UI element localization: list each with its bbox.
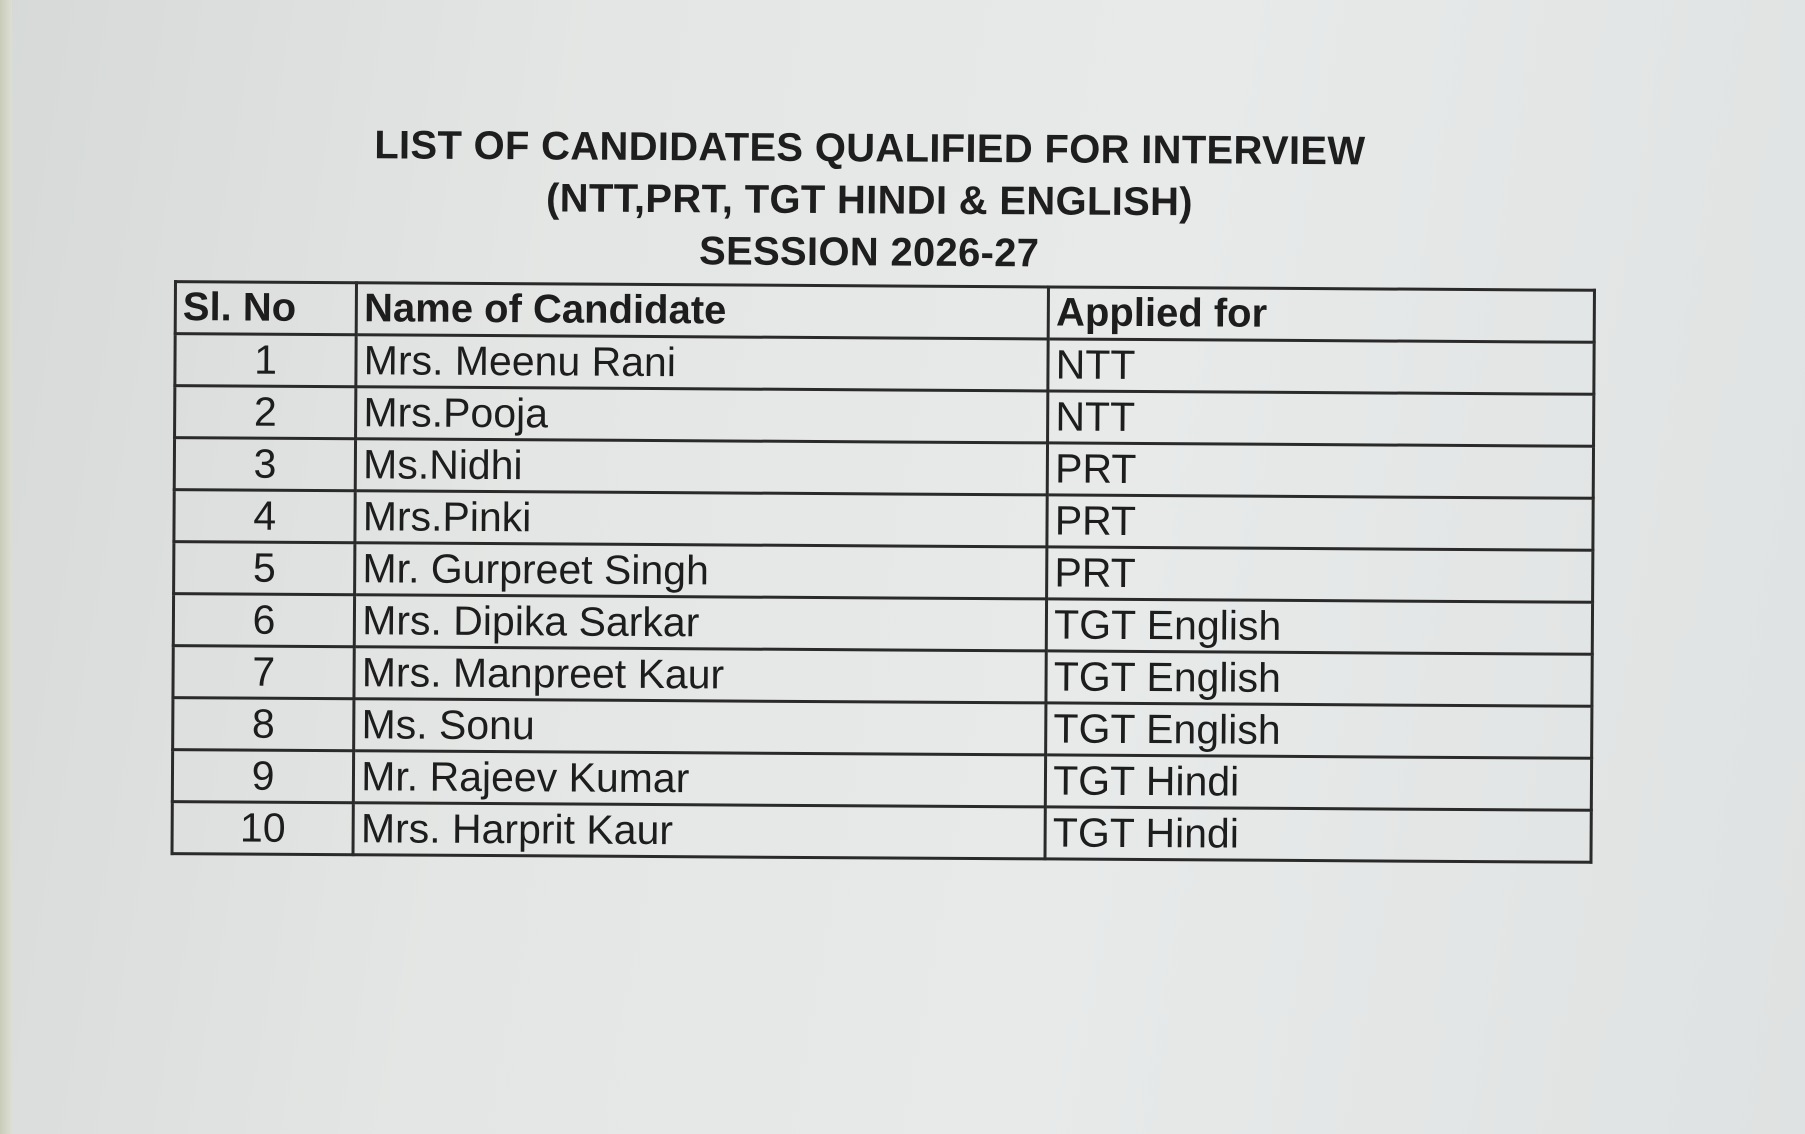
table-row bbox=[172, 802, 1591, 863]
candidate-name-cell: Mrs. Meenu Rani bbox=[356, 335, 1048, 391]
candidate-name-cell: Mr. Gurpreet Singh bbox=[355, 543, 1047, 599]
applied-for-cell: NTT bbox=[1048, 339, 1594, 394]
table-row bbox=[173, 698, 1592, 759]
applied-for-cell: PRT bbox=[1047, 443, 1593, 498]
applied-for-cell: TGT English bbox=[1046, 703, 1592, 758]
table-row bbox=[175, 386, 1594, 447]
sl-no-cell: 3 bbox=[174, 438, 356, 491]
applied-for-cell: PRT bbox=[1047, 547, 1593, 602]
table-header-row bbox=[175, 282, 1594, 343]
heading-session: SESSION 2026-27 bbox=[698, 229, 1040, 276]
paper-edge bbox=[0, 0, 12, 1134]
sl-no-cell: 10 bbox=[172, 802, 354, 855]
table-row bbox=[175, 334, 1594, 395]
table-row bbox=[174, 542, 1593, 603]
candidates-table bbox=[170, 280, 1595, 864]
candidate-name-cell: Mrs. Dipika Sarkar bbox=[355, 595, 1047, 651]
table-row bbox=[173, 594, 1592, 655]
table-row bbox=[174, 438, 1593, 499]
document-heading bbox=[139, 118, 1600, 283]
sl-no-cell: 1 bbox=[175, 334, 357, 387]
heading-title: LIST OF CANDIDATES QUALIFIED FOR INTERVIEW bbox=[374, 123, 1366, 174]
applied-for-cell: PRT bbox=[1047, 495, 1593, 550]
sl-no-cell: 7 bbox=[173, 646, 355, 699]
table-row bbox=[173, 646, 1592, 707]
applied-for-cell: NTT bbox=[1048, 391, 1594, 446]
candidate-list-document bbox=[155, 118, 1599, 864]
applied-for-cell: TGT English bbox=[1046, 651, 1592, 706]
candidate-name-cell: Ms. Sonu bbox=[354, 699, 1046, 755]
applied-for-cell: TGT Hindi bbox=[1045, 807, 1591, 862]
header-sl-no: Sl. No bbox=[175, 282, 357, 335]
sl-no-cell: 9 bbox=[172, 750, 354, 803]
table-row bbox=[174, 490, 1593, 551]
candidate-name-cell: Mrs. Manpreet Kaur bbox=[354, 647, 1046, 703]
sl-no-cell: 4 bbox=[174, 490, 356, 543]
sl-no-cell: 6 bbox=[173, 594, 355, 647]
header-candidate-name: Name of Candidate bbox=[356, 283, 1048, 339]
table-row bbox=[172, 750, 1591, 811]
candidate-name-cell: Mrs.Pinki bbox=[355, 491, 1047, 547]
candidate-name-cell: Mrs.Pooja bbox=[356, 387, 1048, 443]
sl-no-cell: 5 bbox=[174, 542, 356, 595]
candidate-name-cell: Mr. Rajeev Kumar bbox=[354, 751, 1046, 807]
candidate-name-cell: Mrs. Harprit Kaur bbox=[353, 803, 1045, 859]
applied-for-cell: TGT English bbox=[1046, 599, 1592, 654]
header-applied-for: Applied for bbox=[1048, 287, 1594, 342]
candidate-name-cell: Ms.Nidhi bbox=[355, 439, 1047, 495]
heading-subtitle: (NTT,PRT, TGT HINDI & ENGLISH) bbox=[545, 176, 1194, 225]
sl-no-cell: 2 bbox=[175, 386, 357, 439]
sl-no-cell: 8 bbox=[173, 698, 355, 751]
applied-for-cell: TGT Hindi bbox=[1046, 755, 1592, 810]
